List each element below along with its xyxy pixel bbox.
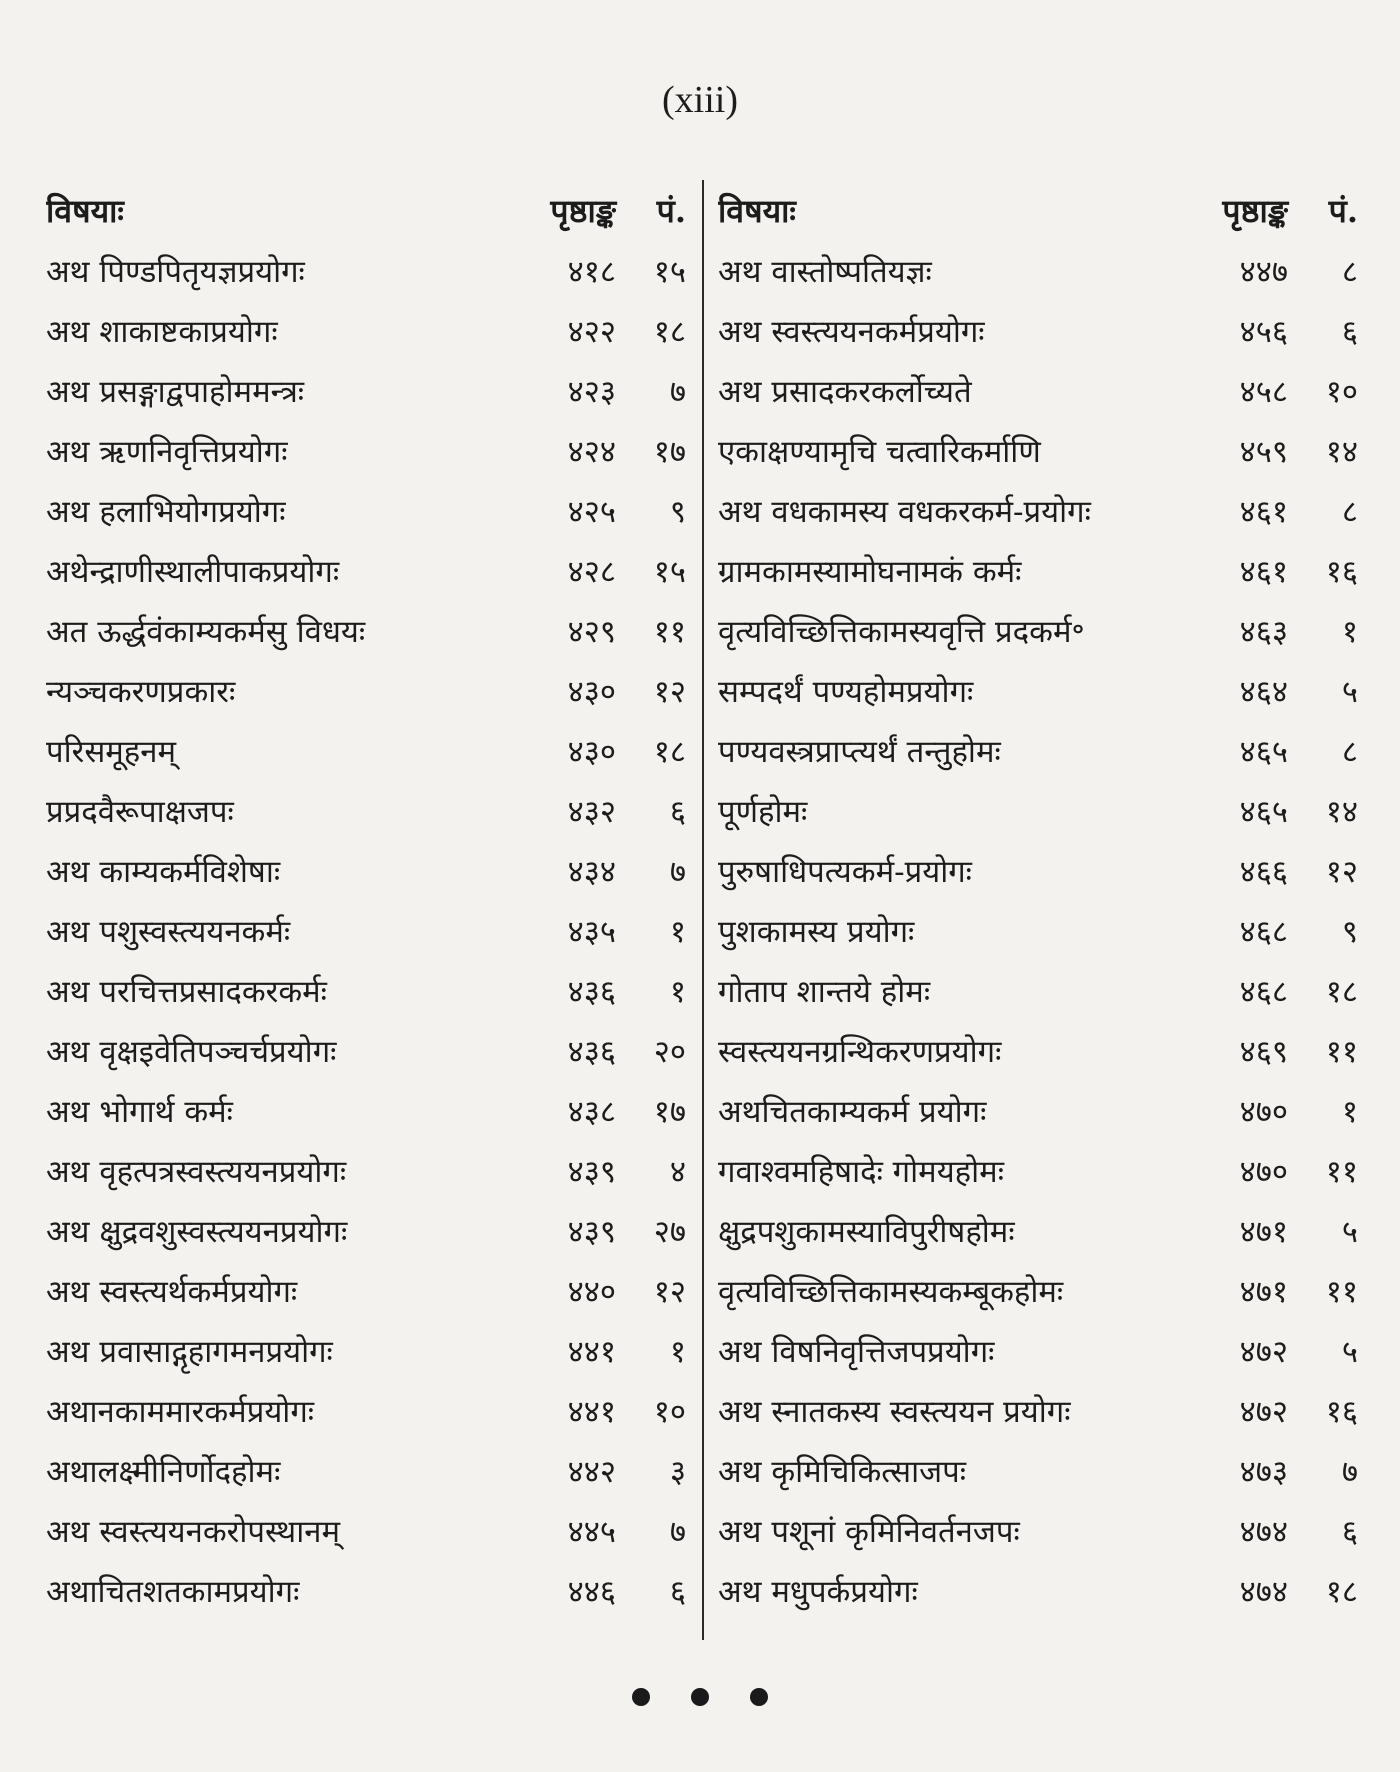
entry-page: ४६८	[1239, 974, 1288, 1010]
toc-entry	[718, 842, 1358, 902]
entry-subject: अथाचितशतकामप्रयोगः	[46, 1574, 300, 1610]
entry-line: ७	[1341, 1454, 1358, 1490]
entry-line: ५	[1341, 1334, 1358, 1370]
toc-entry	[46, 422, 686, 482]
entry-page: ४६६	[1239, 854, 1288, 890]
entry-line: ८	[1341, 254, 1358, 290]
toc-column-left	[46, 180, 686, 1622]
toc-entry	[718, 1322, 1358, 1382]
entry-subject: अथ प्रवासाद्गृहागमनप्रयोगः	[46, 1334, 333, 1370]
entry-line: १६	[1325, 1394, 1358, 1430]
entry-subject: अथ कृमिचिकित्साजपः	[718, 1454, 966, 1490]
entry-line: ५	[1341, 674, 1358, 710]
entry-line: ११	[1325, 1034, 1358, 1070]
entry-subject: प्रप्रदवैरूपाक्षजपः	[46, 794, 234, 830]
entry-line: ७	[669, 1514, 686, 1550]
toc-entry	[718, 1382, 1358, 1442]
toc-entry	[46, 482, 686, 542]
entry-page: ४३०	[567, 674, 616, 710]
toc-entry	[718, 1502, 1358, 1562]
entry-page: ४४५	[567, 1514, 616, 1550]
entry-line: १२	[653, 674, 686, 710]
entry-page: ४३४	[567, 854, 616, 890]
entry-subject: अथ वास्तोष्पतियज्ञः	[718, 254, 932, 290]
toc-entry	[718, 1442, 1358, 1502]
entry-subject: न्यञ्चकरणप्रकारः	[46, 674, 236, 710]
entry-subject: अथ वधकामस्य वधकरकर्म-प्रयोगः	[718, 494, 1091, 530]
entry-line: २०	[653, 1034, 686, 1070]
entry-page: ४२३	[567, 374, 616, 410]
entry-page: ४२२	[567, 314, 616, 350]
entry-line: ५	[1341, 1214, 1358, 1250]
entry-page: ४४६	[567, 1574, 616, 1610]
toc-entry	[46, 782, 686, 842]
entry-subject: परिसमूहनम्	[46, 734, 177, 770]
entry-line: १	[669, 974, 686, 1010]
entry-line: १८	[1325, 1574, 1358, 1610]
entry-line: ७	[669, 374, 686, 410]
entry-line: ६	[669, 1574, 686, 1610]
entry-subject: वृत्यविच्छित्तिकामस्यवृत्ति प्रदकर्म॰	[718, 614, 1085, 650]
entry-subject: अथ क्षुद्रवशुस्वस्त्ययनप्रयोगः	[46, 1214, 348, 1250]
entry-line: १८	[653, 314, 686, 350]
entry-subject: वृत्यविच्छित्तिकामस्यकम्बूकहोमः	[718, 1274, 1064, 1310]
entry-line: १२	[653, 1274, 686, 1310]
entry-page: ४३०	[567, 734, 616, 770]
entry-subject: ग्रामकामस्यामोघनामकं कर्मः	[718, 554, 1022, 590]
dot-ornament	[750, 1688, 768, 1706]
header-line: पं.	[656, 192, 686, 230]
toc-entry	[46, 1442, 686, 1502]
entry-line: १२	[1325, 854, 1358, 890]
entry-subject: अथ स्नातकस्य स्वस्त्ययन प्रयोगः	[718, 1394, 1071, 1430]
toc-column-right	[718, 180, 1358, 1622]
entry-line: १	[1341, 1094, 1358, 1130]
entry-subject: स्वस्त्ययनग्रन्थिकरणप्रयोगः	[718, 1034, 1002, 1070]
entry-subject: अथ हलाभियोगप्रयोगः	[46, 494, 286, 530]
toc-entry	[46, 1322, 686, 1382]
entry-page: ४६४	[1239, 674, 1288, 710]
entry-subject: अथ प्रसङ्गाद्वपाहोममन्त्रः	[46, 374, 305, 410]
entry-page: ४७१	[1239, 1274, 1288, 1310]
entry-subject: अथ प्रसादकरकर्लोच्यते	[718, 374, 972, 410]
column-divider	[702, 180, 704, 1640]
entry-subject: अथ स्वस्त्ययनकर्मप्रयोगः	[718, 314, 985, 350]
toc-entry	[718, 1262, 1358, 1322]
entry-line: १६	[1325, 554, 1358, 590]
entry-page: ४२५	[567, 494, 616, 530]
column-header	[718, 180, 1358, 242]
entry-page: ४२९	[567, 614, 616, 650]
entry-line: ११	[1325, 1154, 1358, 1190]
toc-entry	[718, 602, 1358, 662]
entry-line: १०	[653, 1394, 686, 1430]
entry-subject: पुरुषाधिपत्यकर्म-प्रयोगः	[718, 854, 972, 890]
entry-line: १	[1341, 614, 1358, 650]
entry-page: ४४०	[567, 1274, 616, 1310]
entry-page: ४६१	[1239, 494, 1288, 530]
entry-line: १	[669, 914, 686, 950]
header-page: पृष्ठाङ्क	[1222, 192, 1288, 230]
entry-page: ४६५	[1239, 734, 1288, 770]
entry-subject: अथेन्द्राणीस्थालीपाकप्रयोगः	[46, 554, 340, 590]
toc-entry	[46, 1382, 686, 1442]
entry-subject: अथ परचित्तप्रसादकरकर्मः	[46, 974, 327, 1010]
entry-subject: अथ विषनिवृत्तिजपप्रयोगः	[718, 1334, 995, 1370]
entry-subject: अथ ऋणनिवृत्तिप्रयोगः	[46, 434, 288, 470]
toc-entry	[718, 1562, 1358, 1622]
toc-entry	[46, 902, 686, 962]
toc-entry	[46, 1142, 686, 1202]
toc-entry	[718, 1022, 1358, 1082]
entry-page: ४७०	[1239, 1154, 1288, 1190]
entry-subject: अथ मधुपर्कप्रयोगः	[718, 1574, 918, 1610]
entry-line: १७	[653, 434, 686, 470]
toc-entry	[718, 422, 1358, 482]
entry-line: १५	[653, 254, 686, 290]
entry-line: १७	[653, 1094, 686, 1130]
toc-entry	[46, 242, 686, 302]
toc-entry	[718, 902, 1358, 962]
toc-entry	[718, 962, 1358, 1022]
entry-page: ४६९	[1239, 1034, 1288, 1070]
toc-entry	[46, 302, 686, 362]
entry-line: ६	[1341, 1514, 1358, 1550]
entry-line: ८	[1341, 734, 1358, 770]
toc-entry	[46, 602, 686, 662]
entry-page: ४७२	[1239, 1394, 1288, 1430]
entry-page: ४७३	[1239, 1454, 1288, 1490]
entry-page: ४४१	[567, 1334, 616, 1370]
entry-page: ४७४	[1239, 1574, 1288, 1610]
header-subject: विषयाः	[46, 192, 124, 230]
dot-ornament	[632, 1688, 650, 1706]
entry-line: ४	[669, 1154, 686, 1190]
entry-subject: अथ पशुस्वस्त्ययनकर्मः	[46, 914, 291, 950]
entry-page: ४३५	[567, 914, 616, 950]
entry-subject: अथ पिण्डपितृयज्ञप्रयोगः	[46, 254, 305, 290]
toc-entry	[46, 362, 686, 422]
toc-entry	[718, 242, 1358, 302]
entry-page: ४७२	[1239, 1334, 1288, 1370]
entry-page: ४५८	[1239, 374, 1288, 410]
entry-subject: अथ वृक्षइवेतिपञ्चर्चप्रयोगः	[46, 1034, 337, 1070]
entry-page: ४३८	[567, 1094, 616, 1130]
entry-page: ४६१	[1239, 554, 1288, 590]
toc-entry	[46, 722, 686, 782]
entry-line: १५	[653, 554, 686, 590]
entry-subject: अथ स्वस्त्ययनकरोपस्थानम्	[46, 1514, 340, 1550]
entry-page: ४५६	[1239, 314, 1288, 350]
toc-entry	[46, 1562, 686, 1622]
entry-page: ४६५	[1239, 794, 1288, 830]
entry-line: १८	[1325, 974, 1358, 1010]
entry-page: ४७०	[1239, 1094, 1288, 1130]
page-number: (xiii)	[662, 79, 738, 121]
entry-page: ४३९	[567, 1154, 616, 1190]
toc-entry	[718, 782, 1358, 842]
entry-page: ४६३	[1239, 614, 1288, 650]
entry-page: ४७१	[1239, 1214, 1288, 1250]
toc-entry	[46, 842, 686, 902]
entry-subject: पूर्णहोमः	[718, 794, 808, 830]
entry-line: ३	[669, 1454, 686, 1490]
entry-subject: पण्यवस्त्रप्राप्त्यर्थं तन्तुहोमः	[718, 734, 1001, 770]
entry-line: ६	[669, 794, 686, 830]
entry-subject: अथ शाकाष्टकाप्रयोगः	[46, 314, 278, 350]
header-line: पं.	[1328, 192, 1358, 230]
toc-entry	[46, 542, 686, 602]
entry-subject: अथ काम्यकर्मविशेषाः	[46, 854, 281, 890]
entry-page: ४४१	[567, 1394, 616, 1430]
entry-page: ४६८	[1239, 914, 1288, 950]
entry-page: ४७४	[1239, 1514, 1288, 1550]
entry-subject: पुशकामस्य प्रयोगः	[718, 914, 915, 950]
entry-subject: एकाक्षण्यामृचि चत्वारिकर्माणि	[718, 434, 1041, 470]
entry-line: ८	[1341, 494, 1358, 530]
entry-subject: गवाश्वमहिषादेः गोमयहोमः	[718, 1154, 1004, 1190]
entry-page: ४३९	[567, 1214, 616, 1250]
entry-line: ११	[1325, 1274, 1358, 1310]
toc-entry	[46, 1502, 686, 1562]
entry-subject: अथ वृहत्पत्रस्वस्त्ययनप्रयोगः	[46, 1154, 347, 1190]
entry-subject: अथालक्ष्मीनिर्णोदहोमः	[46, 1454, 281, 1490]
header-subject: विषयाः	[718, 192, 796, 230]
entry-page: ४२८	[567, 554, 616, 590]
entry-line: १८	[653, 734, 686, 770]
toc-entry	[46, 1082, 686, 1142]
toc-entry	[718, 482, 1358, 542]
entry-line: २७	[653, 1214, 686, 1250]
entry-subject: अथ पशूनां कृमिनिवर्तनजपः	[718, 1514, 1020, 1550]
entry-page: ४३६	[567, 1034, 616, 1070]
entry-line: १०	[1325, 374, 1358, 410]
ornament-dots	[0, 1688, 1400, 1710]
toc-entry	[46, 662, 686, 722]
dot-ornament	[691, 1688, 709, 1706]
column-header	[46, 180, 686, 242]
entry-page: ४४७	[1239, 254, 1288, 290]
entry-subject: अत ऊर्द्धवंकाम्यकर्मसु विधयः	[46, 614, 366, 650]
entry-page: ४५९	[1239, 434, 1288, 470]
toc-entry	[46, 1262, 686, 1322]
toc-entry	[46, 1202, 686, 1262]
entry-line: १	[669, 1334, 686, 1370]
toc-entry	[718, 542, 1358, 602]
toc-entry	[718, 362, 1358, 422]
toc-entry	[46, 1022, 686, 1082]
header-page: पृष्ठाङ्क	[550, 192, 616, 230]
entry-subject: सम्पदर्थं पण्यहोमप्रयोगः	[718, 674, 974, 710]
entry-subject: अथानकाममारकर्मप्रयोगः	[46, 1394, 315, 1430]
toc-entry	[718, 1202, 1358, 1262]
entry-page: ४४२	[567, 1454, 616, 1490]
entry-page: ४३६	[567, 974, 616, 1010]
toc-entry	[46, 962, 686, 1022]
entry-page: ४१८	[567, 254, 616, 290]
entry-line: ६	[1341, 314, 1358, 350]
entry-subject: गोताप शान्तये होमः	[718, 974, 931, 1010]
entry-line: ७	[669, 854, 686, 890]
entry-line: १४	[1325, 794, 1358, 830]
entry-page: ४३२	[567, 794, 616, 830]
entry-subject: क्षुद्रपशुकामस्याविपुरीषहोमः	[718, 1214, 1015, 1250]
toc-entry	[718, 722, 1358, 782]
entry-page: ४२४	[567, 434, 616, 470]
entry-subject: अथ भोगार्थ कर्मः	[46, 1094, 233, 1130]
entry-line: १४	[1325, 434, 1358, 470]
toc-entry	[718, 1142, 1358, 1202]
entry-line: ९	[669, 494, 686, 530]
toc-entry	[718, 302, 1358, 362]
entry-subject: अथचितकाम्यकर्म प्रयोगः	[718, 1094, 987, 1130]
toc-entry	[718, 1082, 1358, 1142]
entry-line: ११	[653, 614, 686, 650]
entry-line: ९	[1341, 914, 1358, 950]
entry-subject: अथ स्वस्त्यर्थकर्मप्रयोगः	[46, 1274, 298, 1310]
toc-entry	[718, 662, 1358, 722]
